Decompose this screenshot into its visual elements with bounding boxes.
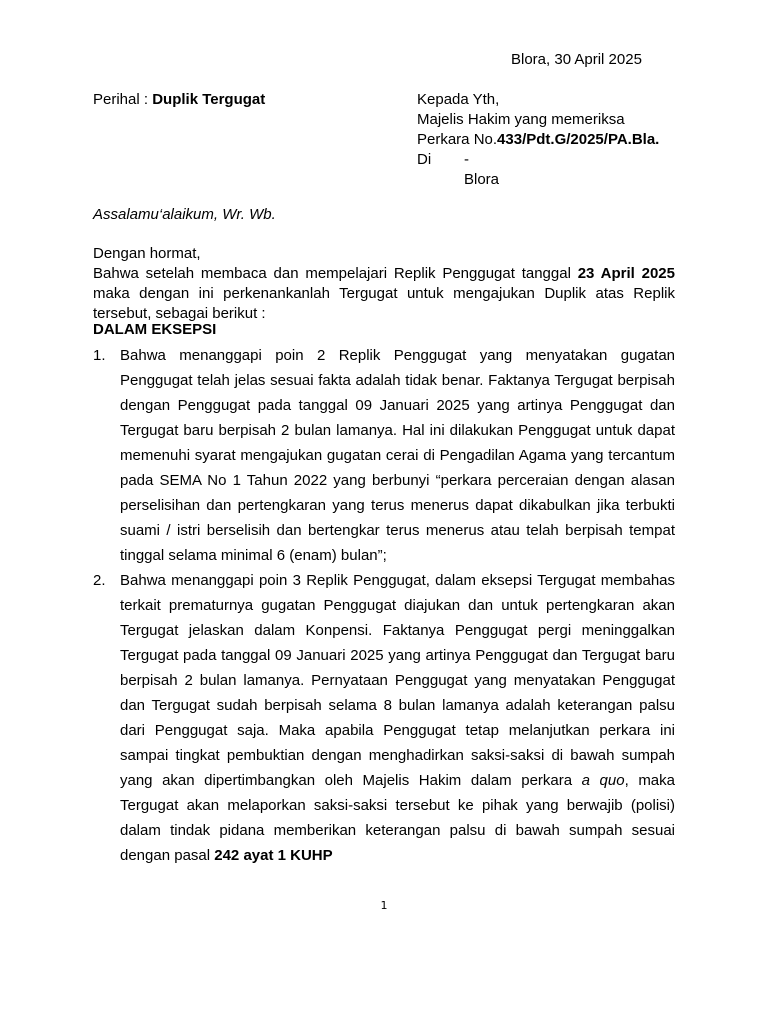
recipient-court: Majelis Hakim yang memeriksa [417, 111, 625, 128]
item-text-part2: , maka Tergugat akan melaporkan saksi-saksi tersebut ke pihak yang berwajib (polisi) dalam tindak pidana memberikan keterangan palsu di bawah sumpah sesuai dengan pasal [120, 772, 675, 864]
item-text-bold: 242 ayat 1 KUHP [214, 847, 333, 864]
item-number: 2. [93, 572, 106, 589]
intro-date: 23 April 2025 [577, 265, 675, 282]
recipient-block [417, 90, 659, 190]
intro-body [93, 264, 675, 324]
recipient-city: Blora [464, 171, 500, 188]
exception-item-2 [93, 568, 675, 868]
case-number: 433/Pdt.G/2025/PA.Bla. [497, 131, 660, 148]
intro-text-end: maka dengan ini perkenankanlah Tergugat untuk mengajukan Duplik atas Replik tersebut, sebagai berikut : [93, 285, 675, 322]
item-text-part1: Bahwa menanggapi poin 3 Replik Penggugat, dalam eksepsi Tergugat membahas terkait prematurnya gugatan Penggugat diajukan dan untuk pertengkaran akan Tergugat jelaskan dalam Konpensi. Faktanya Penggugat pergi meninggalkan Tergugat pada tanggal 09 Januari 2025 yang artinya Penggugat dan Tergugat baru berpisah 2 bulan lamanya. Pernyataan Penggugat yang menyatakan Penggugat dan Tergugat sudah berpisah selama 8 bulan lamanya adalah keterangan palsu dari Penggugat saja. Maka apabila Penggugat tetap melanjutkan perkara ini sampai tingkat pembuktian dengan menghadirkan saksi-saksi di bawah sumpah yang akan dipertimbangkan oleh Majelis Hakim dalam perkara [120, 572, 675, 789]
recipient-case [417, 130, 659, 150]
recipient-greeting: Kepada Yth, [417, 91, 500, 108]
subject-line [93, 90, 265, 110]
case-prefix: Perkara No. [417, 131, 498, 148]
di-label: Di [417, 151, 432, 168]
item-text: Bahwa menanggapi poin 2 Replik Penggugat yang menyatakan gugatan Penggugat telah jelas sesuai fakta adalah tidak benar. Faktanya Tergugat berpisah dengan Penggugat pada tanggal 09 Januari 2025 yang artinya Penggugat dan Tergugat baru berpisah 2 bulan lamanya. Hal ini dilakukan Penggugat untuk dapat memenuhi syarat mengajukan gugatan cerai di Pengadilan Agama yang tercantum pada SEMA No 1 Tahun 2022 yang berbunyi “perkara perceraian dengan alasan perselisihan dan pertengkaran yang terus menerus dapat dikabulkan jika terbukti suami / istri berselisih dan bertengkar terus menerus atau telah berpisah tempat tinggal selama minimal 6 (enam) bulan”; [120, 347, 675, 564]
subject-value: Duplik Tergugat [152, 91, 266, 108]
recipient-di-line [417, 150, 659, 170]
intro-text-start: Bahwa setelah membaca dan mempelajari Replik Penggugat tanggal [93, 265, 578, 282]
item-text-italic: a quo [581, 772, 625, 789]
intro-paragraph [93, 244, 675, 324]
exception-item-1 [93, 343, 675, 568]
page-number: 1 [380, 899, 388, 912]
item-number: 1. [93, 347, 106, 364]
exception-list [93, 343, 675, 868]
subject-label: Perihal : [93, 91, 153, 108]
letter-date: Blora, 30 April 2025 [511, 51, 642, 68]
salutation: Dengan hormat, [93, 245, 201, 262]
section-title: DALAM EKSEPSI [93, 321, 217, 338]
opening-greeting: Assalamu‘alaikum, Wr. Wb. [93, 206, 276, 223]
di-dash: - [464, 151, 469, 168]
